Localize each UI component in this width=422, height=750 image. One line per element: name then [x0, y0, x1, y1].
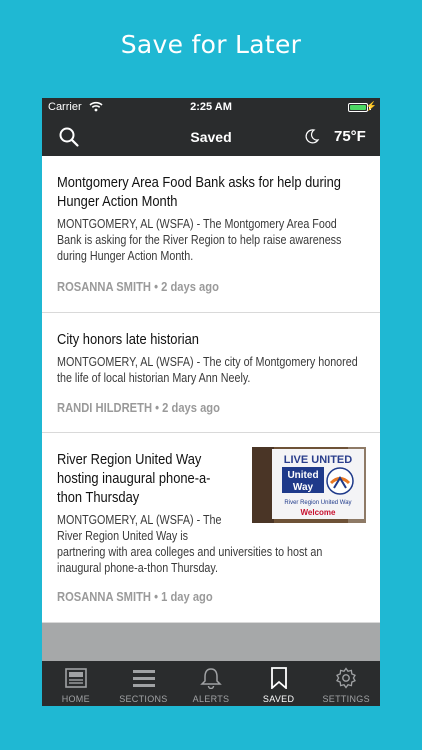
list-item[interactable]: [42, 156, 380, 313]
status-bar: [42, 98, 380, 118]
article-summary: MONTGOMERY, AL (WSFA) - The city of Montgomery honored the life of local historian Mary Ann Neely.: [57, 355, 358, 385]
list-item[interactable]: [42, 433, 380, 623]
tab-saved[interactable]: [245, 661, 313, 706]
article-author: ROSANNA SMITH: [57, 589, 151, 604]
article-byline: [57, 279, 219, 294]
bookmark-icon: [267, 667, 291, 689]
menu-icon: [132, 667, 156, 689]
sign-united: United: [287, 470, 319, 481]
tab-sections[interactable]: [110, 661, 178, 706]
summary-line: partnering with area colleges and universities to host an inaugural phone-a-thon Thursday.: [57, 545, 323, 575]
bell-icon: [199, 667, 223, 689]
sign-river-region: River Region United Way: [284, 500, 352, 506]
sign-welcome: Welcome: [300, 508, 336, 517]
article-byline: [57, 589, 213, 604]
byline-separator: •: [154, 589, 162, 604]
charging-icon: ⚡: [365, 101, 377, 111]
promo-title: Save for Later: [120, 30, 302, 59]
moon-icon: [304, 128, 320, 144]
byline-separator: •: [155, 400, 163, 415]
tab-home[interactable]: [42, 661, 110, 706]
tab-alerts[interactable]: [177, 661, 245, 706]
page-title: Saved: [190, 129, 232, 145]
article-headline[interactable]: Montgomery Area Food Bank asks for help during Hunger Action Month: [57, 174, 341, 210]
tab-label: SETTINGS: [322, 694, 370, 704]
article-author: ROSANNA SMITH: [57, 279, 151, 294]
article-headline[interactable]: City honors late historian: [57, 331, 199, 348]
gear-icon: [334, 667, 358, 689]
temperature[interactable]: 75°F: [334, 128, 366, 145]
tab-bar: [42, 661, 380, 706]
article-author: RANDI HILDRETH: [57, 400, 153, 415]
byline-separator: •: [154, 279, 162, 294]
article-summary: MONTGOMERY, AL (WSFA) - The Montgomery Area Food Bank is asking for the River Region to help raise awareness during Hunger Action Month.: [57, 217, 342, 263]
tab-label: ALERTS: [192, 694, 230, 704]
sign-live-united: LIVE UNITED: [283, 454, 353, 466]
tab-label: SECTIONS: [119, 694, 168, 704]
summary-line: MONTGOMERY, AL (WSFA) - The: [57, 513, 222, 527]
sign-way: Way: [292, 482, 314, 493]
carrier-label: Carrier: [48, 101, 82, 113]
headline-line: thon Thursday: [57, 489, 140, 506]
newspaper-icon: [64, 667, 88, 689]
article-age: 1 day ago: [161, 589, 213, 604]
saved-articles-list: [42, 156, 380, 623]
list-item[interactable]: [42, 313, 380, 433]
article-headline[interactable]: [57, 450, 242, 507]
tab-settings[interactable]: [312, 661, 380, 706]
summary-line: River Region United Way is: [57, 529, 189, 543]
tab-label: SAVED: [262, 694, 295, 704]
headline-line: River Region United Way: [57, 451, 202, 468]
tab-label: HOME: [61, 694, 90, 704]
article-age: 2 days ago: [162, 400, 220, 415]
article-age: 2 days ago: [161, 279, 219, 294]
nav-bar: [42, 118, 380, 156]
article-thumbnail[interactable]: [252, 447, 366, 523]
phone-screen: [42, 98, 380, 706]
status-time: 2:25 AM: [190, 101, 232, 113]
empty-area: [42, 623, 380, 661]
article-byline: [57, 400, 220, 415]
headline-line: hosting inaugural phone-a-: [57, 470, 211, 487]
